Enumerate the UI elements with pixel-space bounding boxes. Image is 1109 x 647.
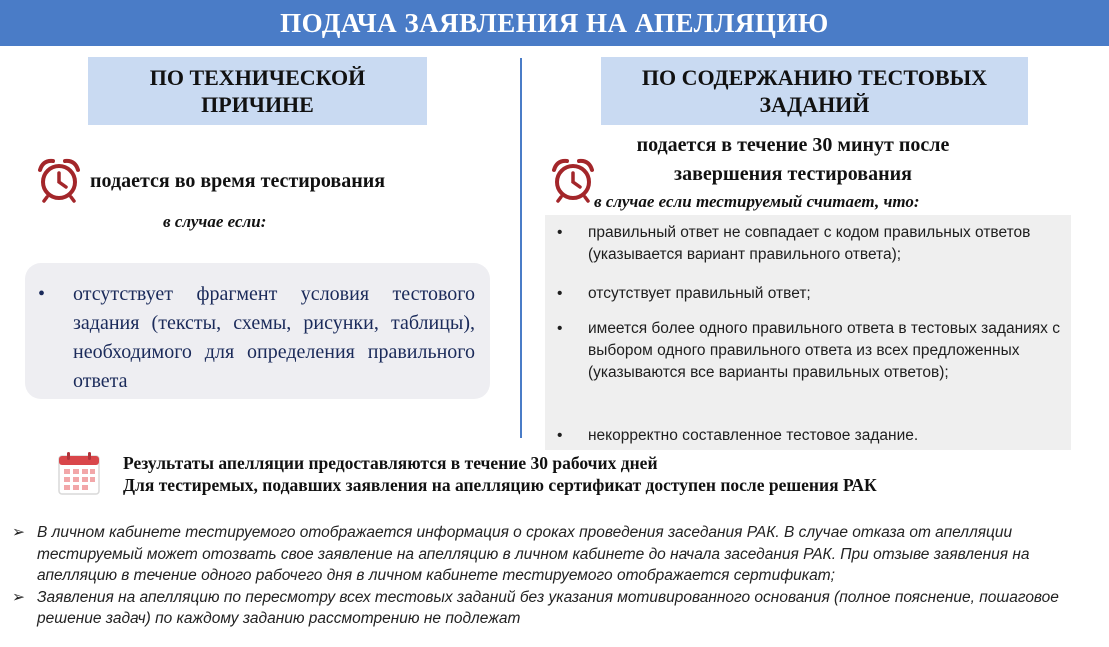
page-title: ПОДАЧА ЗАЯВЛЕНИЯ НА АПЕЛЛЯЦИЮ bbox=[0, 0, 1109, 46]
list-item bbox=[555, 318, 1060, 384]
content-condition-text: в случае если тестируемый считает, что: bbox=[594, 192, 920, 211]
bullet-dot: • bbox=[557, 320, 563, 337]
list-item-text: правильный ответ не совпадает с кодом правильных ответов (указывается вариант правильного ответа); bbox=[588, 224, 1031, 263]
technical-when-text: подается во время тестирования bbox=[90, 170, 386, 192]
technical-reason-heading bbox=[88, 57, 427, 125]
calendar-icon bbox=[57, 450, 101, 496]
content-when-text bbox=[598, 131, 988, 189]
results-line1: Результаты апелляции предоставляются в течение 30 рабочих дней bbox=[123, 453, 658, 473]
list-item bbox=[555, 222, 1060, 266]
notes-list bbox=[12, 522, 1102, 630]
bullet-dot: • bbox=[557, 224, 563, 241]
list-item-text: имеется более одного правильного ответа в тестовых заданиях с выбором одного правильного ответа из всех предложенных (указываются все варианты правильных ответов); bbox=[588, 320, 1060, 381]
section-divider bbox=[520, 58, 522, 438]
bullet-dot: • bbox=[557, 427, 563, 444]
list-item-text: некорректно составленное тестовое задание. bbox=[588, 427, 919, 444]
technical-condition-text: в случае если: bbox=[163, 212, 267, 231]
bullet-dot: • bbox=[557, 285, 563, 302]
list-item bbox=[12, 522, 1102, 587]
technical-bullet bbox=[40, 280, 475, 396]
list-item bbox=[555, 283, 1060, 305]
arrow-bullet-icon: ➢ bbox=[12, 588, 25, 606]
content-heading-line2: ЗАДАНИЙ bbox=[759, 92, 870, 117]
technical-heading-line2: ПРИЧИНЕ bbox=[201, 92, 314, 117]
note-text: В личном кабинете тестируемого отображается информация о сроках проведения заседания РАК. В случае отказа от апелляции тестируемый может отозвать свое заявление на апелляцию в личном кабинете до начала заседания РАК. При отзыве заявления на апелляцию в течение одного рабочего дня в личном кабинете тестируемого отображается сертификат; bbox=[37, 524, 1030, 584]
technical-heading-line1: ПО ТЕХНИЧЕСКОЙ bbox=[149, 65, 366, 90]
list-item-text: отсутствует правильный ответ; bbox=[588, 285, 811, 302]
note-text: Заявления на апелляцию по пересмотру всех тестовых заданий без указания мотивированного основания (полное пояснение, пошаговое решение задач) по каждому заданию рассмотрению не подлежат bbox=[37, 588, 1059, 627]
content-when-line1: подается в течение 30 минут после bbox=[636, 134, 950, 156]
content-heading-line1: ПО СОДЕРЖАНИЮ ТЕСТОВЫХ bbox=[641, 65, 988, 90]
technical-bullet-text: отсутствует фрагмент условия тестового задания (тексты, схемы, рисунки, таблицы), необходимого для определения правильного ответа bbox=[73, 283, 475, 392]
content-reason-heading bbox=[601, 57, 1028, 125]
alarm-clock-icon bbox=[35, 156, 83, 204]
list-item bbox=[12, 587, 1102, 630]
bullet-dot: • bbox=[38, 283, 46, 305]
list-item bbox=[555, 425, 1060, 447]
results-text bbox=[123, 452, 877, 496]
results-line2: Для тестиремых, подавших заявления на апелляцию сертификат доступен после решения РАК bbox=[123, 475, 877, 495]
content-when-line2: завершения тестирования bbox=[674, 163, 912, 185]
arrow-bullet-icon: ➢ bbox=[12, 524, 25, 541]
alarm-clock-icon bbox=[549, 156, 597, 204]
